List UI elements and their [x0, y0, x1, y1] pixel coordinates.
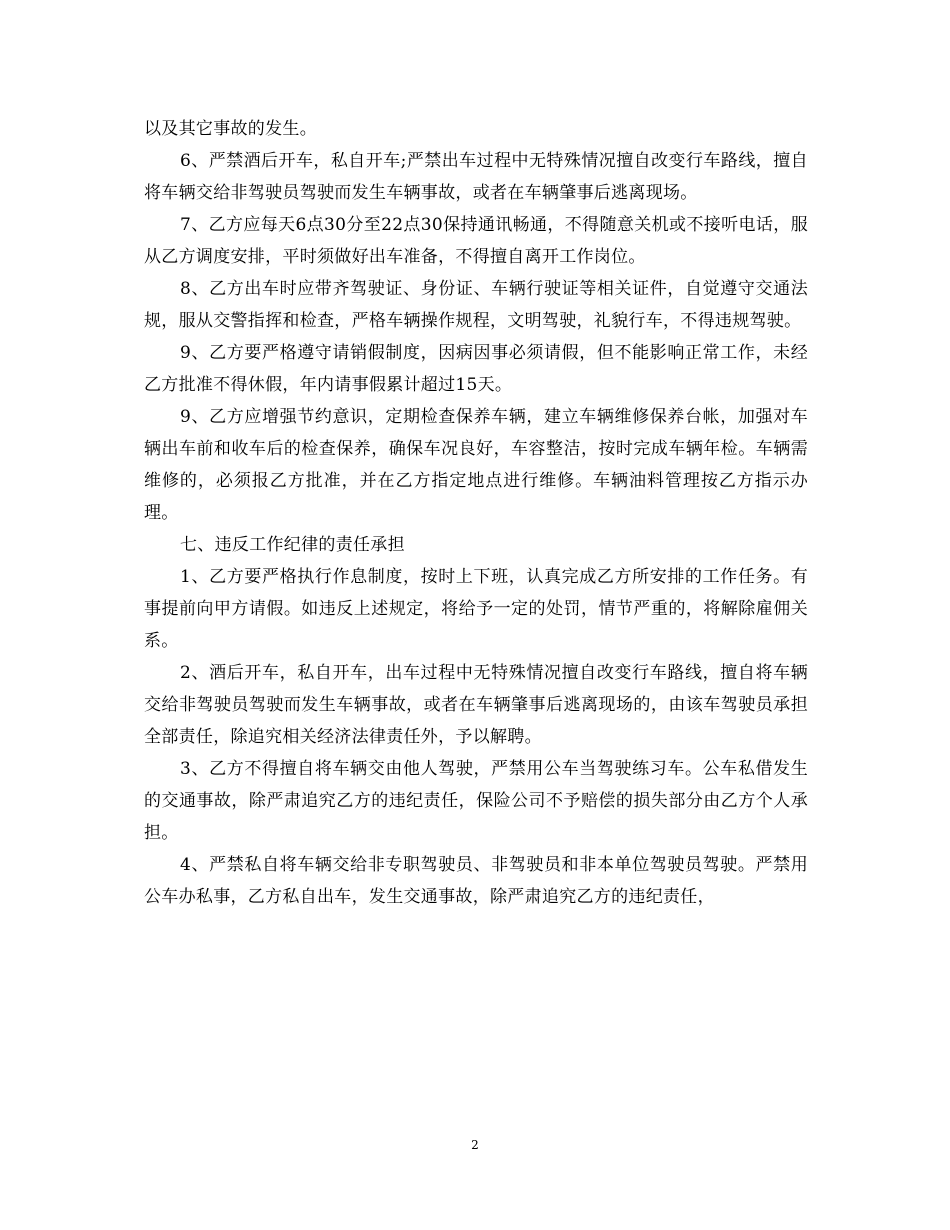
paragraph-discipline-2: 2、酒后开车，私自开车，出车过程中无特殊情况擅自改变行车路线，擅自将车辆交给非驾驶员驾驶而发生车辆事故，或者在车辆肇事后逃离现场的，由该车驾驶员承担全部责任，除追究相关经济法律责任外，予以解聘。	[144, 663, 808, 747]
paragraph-item-8: 8、乙方出车时应带齐驾驶证、身份证、车辆行驶证等相关证件，自觉遵守交通法规，服从交警指挥和检查，严格车辆操作规程，文明驾驶，礼貌行车，不得违规驾驶。	[144, 279, 808, 331]
paragraph-continuation: 以及其它事故的发生。	[144, 119, 317, 139]
document-body	[144, 113, 808, 913]
page-number: 2	[471, 1138, 479, 1152]
paragraph-discipline-4: 4、严禁私自将车辆交给非专职驾驶员、非驾驶员和非本单位驾驶员驾驶。严禁用公车办私事，乙方私自出车，发生交通事故，除严肃追究乙方的违纪责任，	[144, 855, 808, 907]
paragraph-discipline-1: 1、乙方要严格执行作息制度，按时上下班，认真完成乙方所安排的工作任务。有事提前向甲方请假。如违反上述规定，将给予一定的处罚，情节严重的，将解除雇佣关系。	[144, 567, 808, 651]
paragraph-item-6: 6、严禁酒后开车，私自开车;严禁出车过程中无特殊情况擅自改变行车路线，擅自将车辆交给非驾驶员驾驶而发生车辆事故，或者在车辆肇事后逃离现场。	[144, 151, 808, 203]
paragraph-item-7: 7、乙方应每天6点30分至22点30保持通讯畅通，不得随意关机或不接听电话，服从乙方调度安排，平时须做好出车准备，不得擅自离开工作岗位。	[144, 215, 808, 267]
paragraph-item-9b: 9、乙方应增强节约意识，定期检查保养车辆，建立车辆维修保养台帐，加强对车辆出车前和收车后的检查保养，确保车况良好，车容整洁，按时完成车辆年检。车辆需维修的，必须报乙方批准，并在乙方指定地点进行维修。车辆油料管理按乙方指示办理。	[144, 407, 808, 523]
paragraph-item-9a: 9、乙方要严格遵守请销假制度，因病因事必须请假，但不能影响正常工作，未经乙方批准不得休假，年内请事假累计超过15天。	[144, 343, 808, 395]
section-heading-7: 七、违反工作纪律的责任承担	[180, 535, 405, 555]
paragraph-discipline-3: 3、乙方不得擅自将车辆交由他人驾驶，严禁用公车当驾驶练习车。公车私借发生的交通事故，除严肃追究乙方的违纪责任，保险公司不予赔偿的损失部分由乙方个人承担。	[144, 759, 808, 843]
